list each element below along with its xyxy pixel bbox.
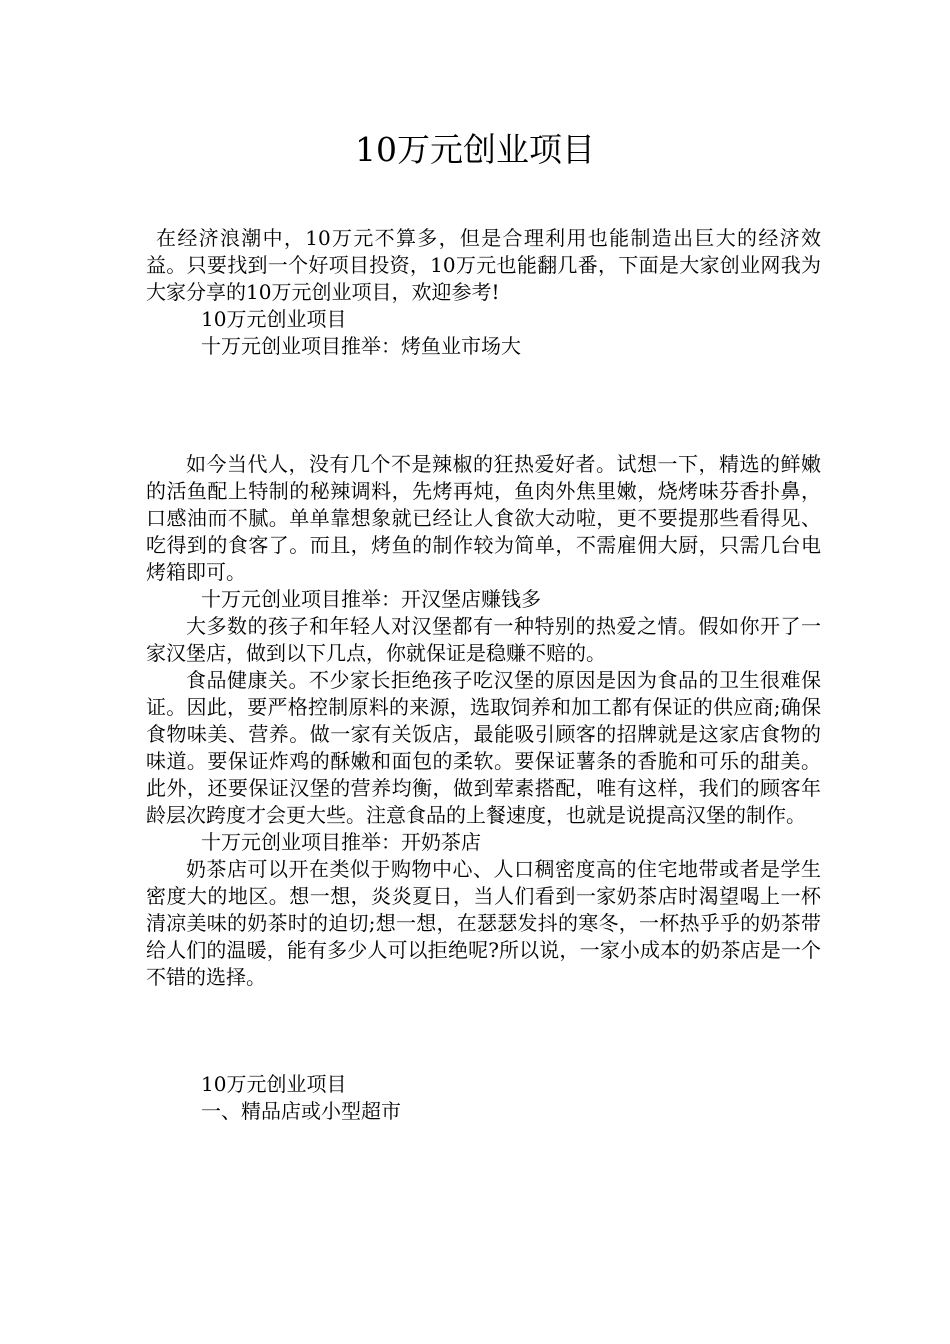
- section2-paragraph-1: 大多数的孩子和年轻人对汉堡都有一种特别的热爱之情。假如你开了一家汉堡店，做到以下几点，你就保证是稳赚不赔的。: [146, 614, 821, 665]
- section2-paragraph-2: 食品健康关。不少家长拒绝孩子吃汉堡的原因是因为食品的卫生很难保证。因此，要严格控制原料的来源，选取饲养和加工都有保证的供应商;确保食物味美、营养。做一家有关饭店，最能吸引顾客的招牌就是这家店食物的味道。要保证炸鸡的酥嫩和面包的柔软。要保证薯条的香脆和可乐的甜美。此外，还要保证汉堡的营养均衡，做到荤素搭配，唯有这样，我们的顾客年龄层次跨度才会更大些。注意食品的上餐速度，也就是说提高汉堡的制作。: [146, 668, 821, 827]
- closing-heading: 10万元创业项目: [201, 1072, 347, 1096]
- section2-heading: 十万元创业项目推举：开汉堡店赚钱多: [201, 587, 541, 611]
- closing-subheading: 一、精品店或小型超市: [201, 1099, 401, 1123]
- main-body-section: [146, 451, 821, 991]
- section1-paragraph: 如今当代人，没有几个不是辣椒的狂热爱好者。试想一下，精选的鲜嫩的活鱼配上特制的秘辣调料，先烤再炖，鱼肉外焦里嫩，烧烤味芬香扑鼻，口感油而不腻。单单靠想象就已经让人食欲大动啦，更不要提那些看得见、吃得到的食客了。而且，烤鱼的制作较为简单，不需雇佣大厨，只需几台电烤箱即可。: [146, 452, 821, 584]
- section1-heading: 十万元创业项目推举：烤鱼业市场大: [201, 334, 521, 358]
- document-title: 10万元创业项目: [355, 130, 595, 169]
- section3-heading: 十万元创业项目推举：开奶茶店: [201, 830, 481, 854]
- intro-heading: 10万元创业项目: [201, 307, 347, 331]
- intro-paragraph: 在经济浪潮中，10万元不算多，但是合理利用也能制造出巨大的经济效益。只要找到一个好项目投资，10万元也能翻几番，下面是大家创业网我为大家分享的10万元创业项目，欢迎参考!: [146, 226, 821, 304]
- section3-paragraph: 奶茶店可以开在类似于购物中心、人口稠密度高的住宅地带或者是学生密度大的地区。想一想，炎炎夏日，当人们看到一家奶茶店时渴望喝上一杯清凉美味的奶茶时的迫切;想一想，在瑟瑟发抖的寒冬，一杯热乎乎的奶茶带给人们的温暖，能有多少人可以拒绝呢?所以说，一家小成本的奶茶店是一个不错的选择。: [146, 857, 821, 989]
- closing-section: [146, 1071, 821, 1125]
- intro-section: [146, 225, 821, 360]
